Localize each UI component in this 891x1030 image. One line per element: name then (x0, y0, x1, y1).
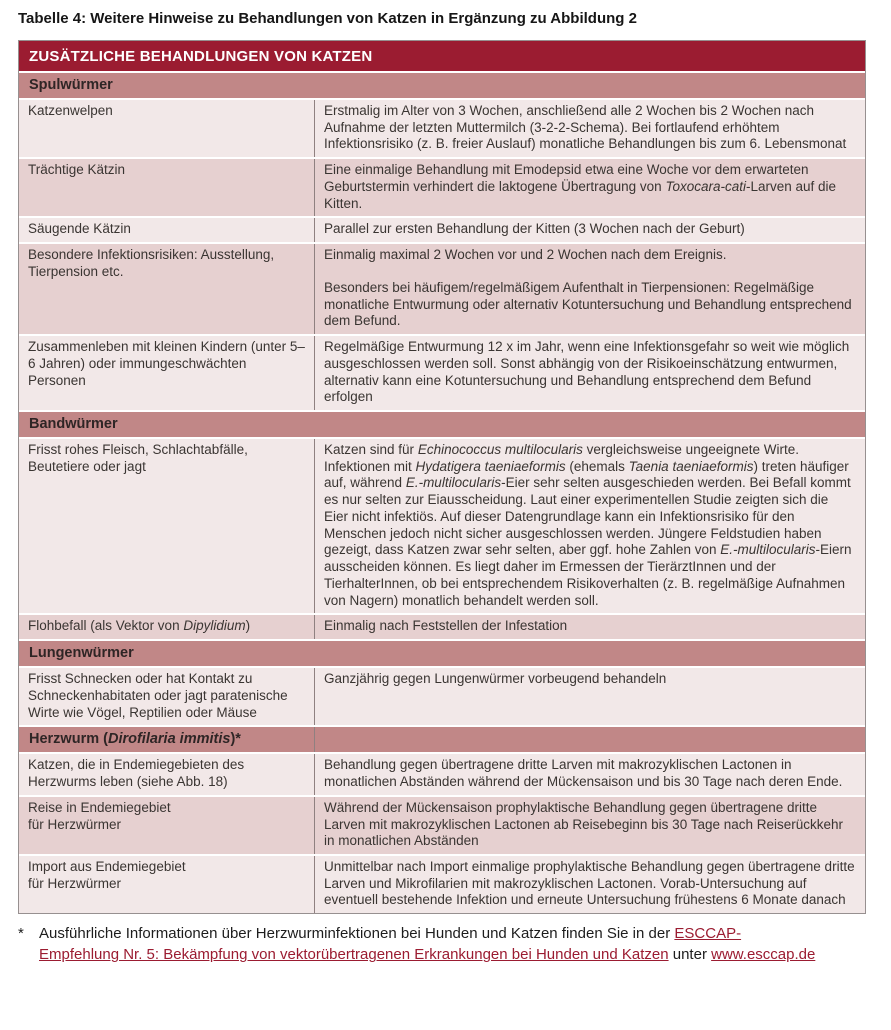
species-name: Dirofilaria immitis (107, 731, 231, 748)
text-run: Einmalig nach Feststellen der Infestation (324, 618, 568, 634)
cell-paragraph (28, 859, 305, 892)
row-condition-cell (19, 218, 314, 242)
table-row (19, 754, 865, 796)
cell-paragraph (324, 162, 856, 212)
section-header-empty-cell (314, 727, 865, 752)
treatments-table (18, 40, 866, 914)
text-run: Zusammenleben mit kleinen Kindern (unter 5–6 Jahren) oder immungeschwächten Personen (28, 339, 305, 388)
section-header-lungenwuermer (19, 641, 865, 668)
row-condition-cell (19, 856, 314, 913)
table-caption: Tabelle 4: Weitere Hinweise zu Behandlungen von Katzen in Ergänzung zu Abbildung 2 (18, 10, 637, 27)
text-run: Lungenwürmer (29, 645, 134, 662)
table-row (19, 159, 865, 218)
section-title (19, 727, 314, 752)
row-condition-cell (19, 336, 314, 410)
species-name: Echinococcus multilocularis (417, 442, 583, 458)
text-run: ) treten häufiger auf, während (324, 458, 849, 491)
footnote-text-before: Ausführliche Informationen über Herzwurminfektionen bei Hunden und Katzen finden Sie in der (39, 925, 675, 943)
text-run: Säugende Kätzin (28, 221, 131, 237)
footnote-text (39, 923, 818, 966)
cell-paragraph (324, 221, 856, 238)
text-run: Besondere Infektionsrisiken: Ausstellung, Tierpension etc. (28, 247, 275, 279)
esccap-website-link[interactable]: www.esccap.de (711, 946, 816, 964)
cell-paragraph (324, 757, 856, 790)
cell-paragraph (324, 103, 856, 153)
text-run: Parallel zur ersten Behandlung der Kitten (3 Wochen nach der Geburt) (324, 221, 745, 237)
section-header-bandwuermer (19, 412, 865, 439)
cell-paragraph (324, 339, 856, 406)
esccap-guideline-link[interactable]: ESCCAP-Empfehlung Nr. 5: Bekämpfung von vektorübertragenen Erkrankungen bei Hunden und Katzen (39, 925, 742, 964)
table-body (19, 73, 865, 913)
text-run: ) (245, 618, 251, 634)
cell-paragraph (324, 247, 856, 264)
text-run: Spulwürmer (29, 77, 113, 93)
table-main-header: ZUSÄTZLICHE BEHANDLUNGEN VON KATZEN (19, 41, 865, 73)
text-run: für Herzwürmer (28, 816, 122, 832)
cell-paragraph (28, 339, 305, 389)
cell-paragraph (324, 800, 856, 850)
cell-paragraph (324, 859, 856, 909)
footnote-asterisk: * (18, 925, 24, 943)
row-treatment-cell (314, 856, 865, 913)
row-condition-cell (19, 244, 314, 334)
row-treatment-cell (314, 797, 865, 854)
text-run: Erstmalig im Alter von 3 Wochen, anschließend alle 2 Wochen bis 2 Wochen nach Aufnahme der letzten Muttermilch (3-2-2-Schema). Bei fortlaufend erhöhtem Infektionsrisiko (z. B. freier Auslauf) monatliche Behandlungen bis zum 6. Lebensmonat (324, 103, 847, 152)
text-run: -Eier sehr selten ausgeschieden werden. Bei Befall kommt es nur selten zur Eiausscheidung. Laut einer experimentellen Studie zeigten sich die Eier nicht infektiös. Auf dieser Datengrundlage kann ein Infektionsrisiko für den Menschen jedoch nicht sicher ausgeschlossen werden. Jüngere Feldstudien haben gezeigt, dass Katzen zwar sehr selten, aber ggf. hohe Zahlen von (324, 475, 851, 558)
section-header-spulwuermer (19, 73, 865, 100)
text-run: für Herzwürmer (28, 875, 122, 891)
text-run: Behandlung gegen übertragene dritte Larven mit makrozyklischen Lactonen in monatlichen Abständen während der Mückensaison und bis 30 Tage nach deren Ende. (324, 757, 843, 790)
text-run: Katzenwelpen (28, 103, 113, 118)
text-run: Regelmäßige Entwurmung 12 x im Jahr, wenn eine Infektionsgefahr so weit wie möglich ausgeschlossen werden soll. Sonst abhängig von der Risikoeinschätzung entwurmen, alternativ kann eine Kotuntersuchung und Behandlung entsprechend dem Befund erfolgen (324, 339, 850, 405)
text-run: Herzwurm ( (29, 731, 108, 748)
row-treatment-cell (314, 218, 865, 242)
row-treatment-cell (314, 754, 865, 794)
text-run: vergleichsweise ungeeignete Wirte. Infektionen mit (324, 442, 800, 474)
cell-paragraph (28, 247, 305, 280)
table-row (19, 439, 865, 615)
text-run: Besonders bei häufigem/regelmäßigem Aufenthalt in Tierpensionen: Regelmäßige monatliche Entwurmung oder alternativ Kotuntersuchung und Behandlung entsprechend dem Befund. (324, 279, 852, 329)
footnote-text-between: unter (668, 946, 712, 964)
text-run: Import aus Endemiegebiet (28, 858, 186, 874)
text-run: Flohbefall (als Vektor von (28, 618, 184, 634)
cell-paragraph (324, 280, 856, 330)
species-name: Dipylidium (183, 618, 246, 634)
row-treatment-cell (314, 615, 865, 639)
row-condition-cell (19, 668, 314, 725)
row-treatment-cell (314, 668, 865, 725)
text-run: Trächtige Kätzin (28, 162, 126, 178)
cell-paragraph (28, 800, 305, 833)
table-row (19, 668, 865, 727)
row-condition-cell (19, 615, 314, 639)
species-name: Hydatigera taeniaeformis (415, 458, 566, 474)
row-treatment-cell (314, 244, 865, 334)
text-run: Eine einmalige Behandlung mit Emodepsid etwa eine Woche vor dem erwarteten Geburtstermin verhindert die laktogene Übertragung von (324, 162, 809, 194)
table-row (19, 100, 865, 159)
row-treatment-cell (314, 100, 865, 157)
text-run: Einmalig maximal 2 Wochen vor und 2 Wochen nach dem Ereignis. (324, 247, 727, 263)
text-run: Frisst Schnecken oder hat Kontakt zu Schneckenhabitaten oder jagt paratenische Wirte wie Vögel, Reptilien oder Mäuse (28, 671, 288, 720)
table-row (19, 856, 865, 913)
text-run: Bandwürmer (29, 416, 118, 433)
row-condition-cell (19, 439, 314, 613)
table-row (19, 615, 865, 641)
species-name: E.-multilocularis (405, 475, 502, 491)
cell-paragraph (28, 103, 305, 120)
text-run: Unmittelbar nach Import einmalige prophylaktische Behandlung gegen übertragene dritte Larven und Mikrofilarien mit makrozyklischen Lactonen. Vorab-Untersuchung auf eventuell bestehende Infektion und erneute Untersuchung frühestens 6 Monate danach (324, 858, 855, 908)
cell-paragraph (324, 671, 856, 688)
row-treatment-cell (314, 336, 865, 410)
row-condition-cell (19, 159, 314, 216)
text-run: Katzen sind für (324, 442, 418, 458)
text-run: Katzen, die in Endemiegebieten des Herzwurms leben (siehe Abb. 18) (28, 757, 245, 790)
cell-paragraph (28, 442, 305, 475)
row-condition-cell (19, 754, 314, 794)
text-run: Während der Mückensaison prophylaktische Behandlung gegen übertragene dritte Larven mit makrozyklischen Lactonen ab Reisebeginn bis 30 Tage nach Reiserückkehr in monatlichen Abständen (324, 799, 844, 849)
footnote (18, 923, 818, 966)
table-row (19, 797, 865, 856)
species-name: Taenia taeniaeformis (628, 458, 754, 474)
cell-paragraph (28, 221, 305, 238)
text-run: Frisst rohes Fleisch, Schlachtabfälle, Beutetiere oder jagt (28, 442, 248, 474)
section-header-herzwurm (19, 727, 865, 754)
text-run: Reise in Endemiegebiet (28, 799, 171, 815)
cell-paragraph (324, 618, 856, 635)
text-run: (ehemals (565, 458, 629, 474)
table-row (19, 218, 865, 244)
cell-paragraph (28, 671, 305, 721)
cell-paragraph (324, 442, 856, 609)
species-name: Toxocara-cati (665, 178, 746, 194)
text-run: -Larven auf die Kitten. (324, 178, 837, 211)
cell-paragraph (28, 162, 305, 179)
table-row (19, 336, 865, 412)
row-treatment-cell (314, 439, 865, 613)
text-run: -Eiern ausscheiden können. Es liegt daher im Ermessen der TierärztInnen und der TierhalterInnen, ob bei entsprechendem Risikoverhalten (z. B. regelmäßige Aufnahmen von Nagern) monatlich behandelt werden soll. (324, 542, 852, 608)
row-condition-cell (19, 100, 314, 157)
row-condition-cell (19, 797, 314, 854)
text-run: )* (230, 731, 241, 748)
text-run: Ganzjährig gegen Lungenwürmer vorbeugend behandeln (324, 671, 667, 687)
table-row (19, 244, 865, 336)
cell-paragraph (28, 757, 305, 790)
species-name: E.-multilocularis (720, 542, 816, 558)
row-treatment-cell (314, 159, 865, 216)
cell-paragraph (28, 618, 305, 635)
